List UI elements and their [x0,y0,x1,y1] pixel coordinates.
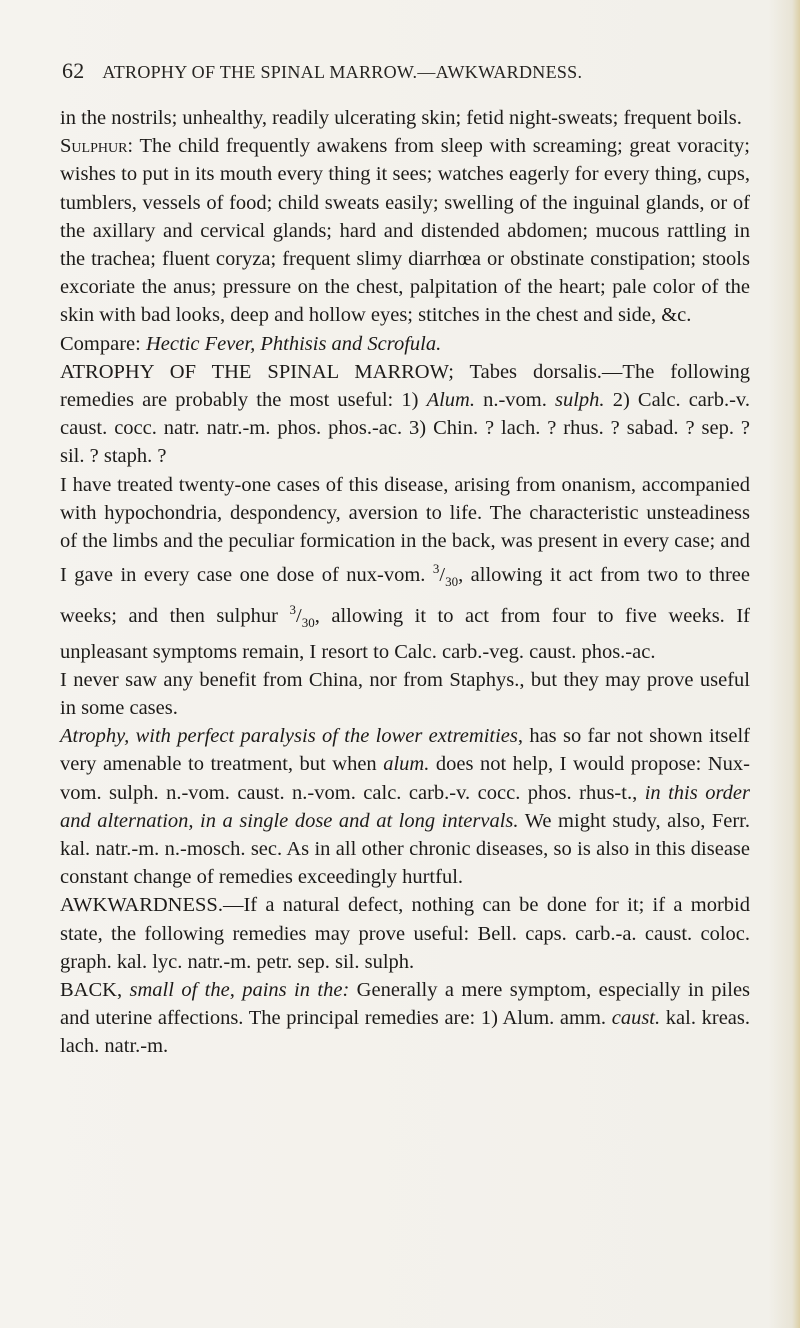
running-title: ATROPHY OF THE SPINAL MARROW.—AWKWARDNESS. [102,62,583,82]
potency-fraction: $^3/_{30}$ [289,602,315,631]
paragraph-1: in the nostrils; unhealthy, readily ulcerating skin; fetid night-sweats; frequent boils. [60,107,742,129]
paragraph-paralysis: Atrophy, with perfect paralysis of the lower extremities, has so far not shown itself very amenable to treatment, but when alum. does not help, I would propose: Nux-vom. sulph. n.-vom. caust. n.-vom. calc. carb.-v. cocc. phos. rhus-t., in this order and alternation, in a single dose and at long intervals. We might study, also, Ferr. kal. natr.-m. n.-mosch. sec. As in all other chronic diseases, so is also in this disease constant change of remedies exceedingly hurtful. [60,725,751,889]
section-title: AWKWARDNESS [60,894,218,917]
section-title: BACK [60,978,117,1001]
paragraph-compare: Compare: Hectic Fever, Phthisis and Scrofula. [60,332,442,355]
paragraph-sulphur: Sulphur: The child frequently awakens from sleep with screaming; great voracity; wishes to put in its mouth every thing it sees; watches eagerly for every thing, cups, tumblers, vessels of food; child sweats easily; swelling of the inguinal glands, or of the axillary and cervical glands; hard and distended abdomen; mucous rattling in the trachea; fluent coryza; frequent slimy diarrhœa or obstinate constipation; stools excoriate the anus; pressure on the chest, palpitation of the heart; pale color of the skin with bad looks, deep and hollow eyes; stitches in the chest and side, &c. [60,135,750,327]
section-title: ATROPHY OF THE SPINAL MARROW [60,360,449,383]
page-number: 62 [62,58,85,83]
remedy-heading: Sulphur [60,135,128,158]
paragraph-china: I never saw any benefit from China, nor from Staphys., but they may prove useful in some cases. [60,668,750,719]
section-atrophy: ATROPHY OF THE SPINAL MARROW; Tabes dorsalis.—The following remedies are probably the most useful: 1) Alum. n.-vom. sulph. 2) Calc. carb.-v. caust. cocc. natr. natr.-m. phos. phos.-ac. 3) Chin. ? lach. ? rhus. ? sabad. ? sep. ? sil. ? staph. ? [60,360,750,468]
section-back: BACK, small of the, pains in the: Generally a mere symptom, especially in piles and uterine affections. The principal remedies are: 1) Alum. amm. caust. kal. kreas. lach. natr.-m. [60,978,751,1058]
body-text [60,104,750,1061]
section-awkwardness: AWKWARDNESS.—If a natural defect, nothing can be done for it; if a morbid state, the following remedies may prove useful: Bell. caps. carb.-a. caust. coloc. graph. kal. lyc. natr.-m. petr. sep. sil. sulph. [60,894,750,973]
paragraph-treated-cases: I have treated twenty-one cases of this disease, arising from onanism, accompanied with hypochondria, despondency, aversion to life. The characteristic unsteadiness of the limbs and the peculiar formication in the back, was present in every case; and I gave in every case one dose of nux-vom. $^3/_{30}$, allowing it act from two to three weeks; and then sulphur $^3/_{30}$, allowing it to act from four to five weeks. If unpleasant symptoms remain, I resort to Calc. carb.-veg. caust. phos.-ac. [60,473,751,663]
running-header [62,58,762,84]
potency-fraction: $^3/_{30}$ [432,561,459,590]
